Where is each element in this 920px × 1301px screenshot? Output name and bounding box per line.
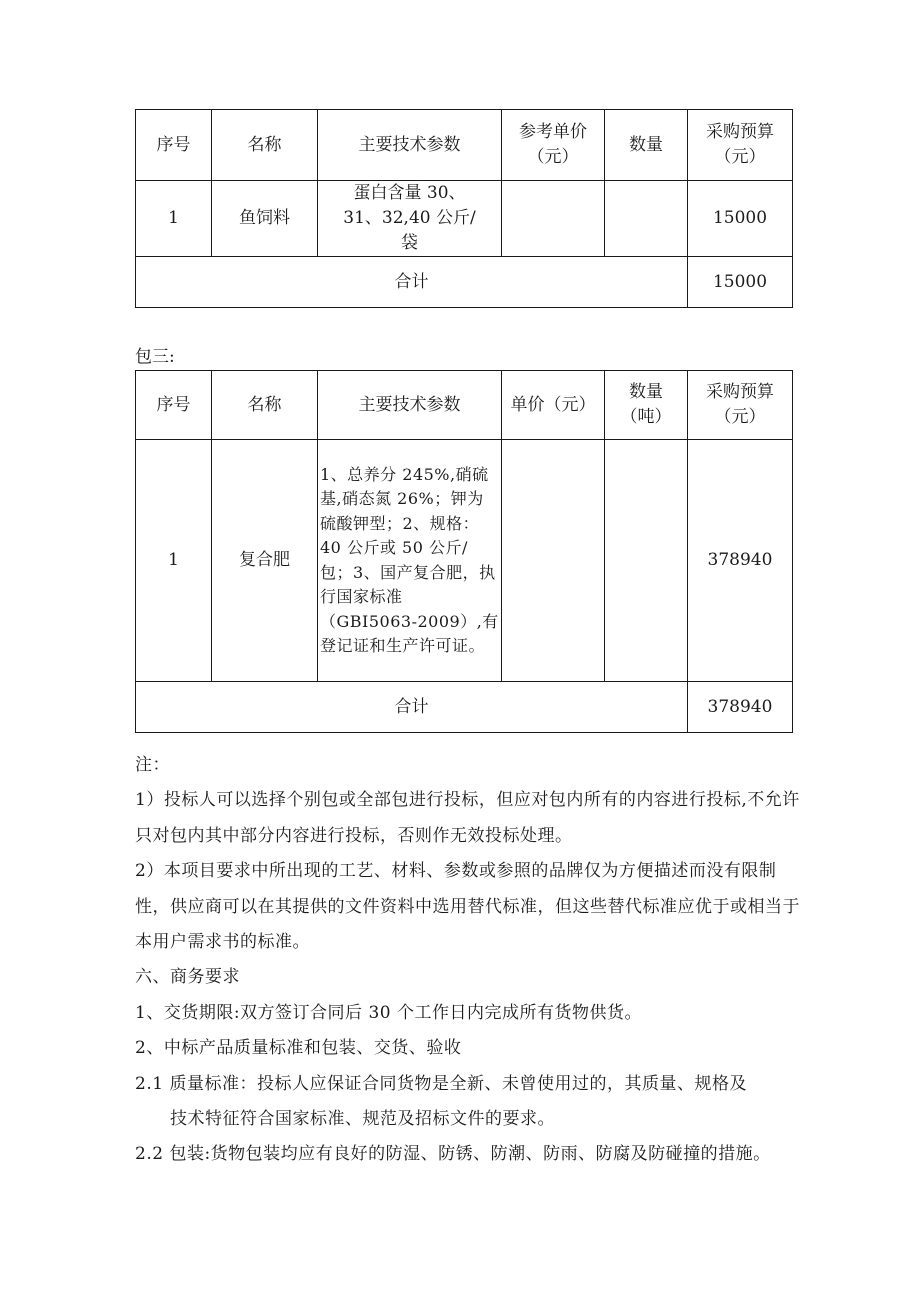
section-6-item-2: 2、中标产品质量标准和包装、交货、验收 — [135, 1038, 462, 1059]
header-name: 名称 — [212, 371, 318, 440]
cell-params: 蛋白含量 30、31、32,40 公斤/袋 — [318, 181, 502, 257]
cell-params: 1、总养分 245%,硝硫基,硝态氮 26%；钾为硫酸钾型；2、规格：40 公斤或 50 公斤/包；3、国产复合肥，执行国家标准（GBI5063-2009）,有登记证和生产许可证。 — [318, 440, 502, 682]
cell-qty — [605, 181, 688, 257]
cell-price — [502, 181, 605, 257]
notes-title: 注： — [135, 755, 170, 775]
total-value: 15000 — [688, 257, 793, 308]
table-total-row — [136, 257, 793, 308]
note-1: 1）投标人可以选择个别包或全部包进行投标，但应对包内所有的内容进行投标,不允许只对包内其中部分内容进行投标，否则作无效投标处理。 — [135, 790, 800, 846]
total-label: 合计 — [136, 257, 688, 308]
cell-budget: 378940 — [688, 440, 793, 682]
table-package-2 — [135, 109, 793, 308]
cell-no: 1 — [136, 181, 212, 257]
total-value: 378940 — [688, 682, 793, 733]
section-6-title: 六、商务要求 — [135, 967, 240, 988]
table-total-row — [136, 682, 793, 733]
table-row — [136, 440, 793, 682]
header-price: 单价（元） — [502, 371, 605, 440]
cell-name: 鱼饲料 — [212, 181, 318, 257]
table-row — [136, 181, 793, 257]
header-budget: 采购预算（元） — [688, 110, 793, 181]
header-params: 主要技术参数 — [318, 110, 502, 181]
header-qty: 数量（吨） — [605, 371, 688, 440]
section-6-item-2-1-cont: 技术特征符合国家标准、规范及招标文件的要求。 — [170, 1109, 555, 1130]
section-6-item-1: 1、交货期限:双方签订合同后 30 个工作日内完成所有货物供货。 — [135, 1002, 642, 1023]
section-6-item-2-1: 2.1 质量标准：投标人应保证合同货物是全新、未曾使用过的，其质量、规格及 — [135, 1073, 747, 1094]
cell-budget: 15000 — [688, 181, 793, 257]
package-3-label: 包三: — [135, 347, 175, 367]
section-6-item-2-2: 2.2 包装:货物包装均应有良好的防湿、防锈、防潮、防雨、防腐及防碰撞的措施。 — [135, 1144, 771, 1165]
cell-no: 1 — [136, 440, 212, 682]
header-qty: 数量 — [605, 110, 688, 181]
header-name: 名称 — [212, 110, 318, 181]
table-package-3 — [135, 370, 793, 733]
header-no: 序号 — [136, 371, 212, 440]
notes-section — [135, 748, 800, 1173]
header-budget: 采购预算（元） — [688, 371, 793, 440]
header-no: 序号 — [136, 110, 212, 181]
note-2: 2）本项目要求中所出现的工艺、材料、参数或参照的品牌仅为方便描述而没有限制性，供应商可以在其提供的文件资料中选用替代标准，但这些替代标准应优于或相当于本用户需求书的标准。 — [135, 861, 800, 953]
table-header-row — [136, 371, 793, 440]
cell-name: 复合肥 — [212, 440, 318, 682]
table-header-row — [136, 110, 793, 181]
total-label: 合计 — [136, 682, 688, 733]
header-params: 主要技术参数 — [318, 371, 502, 440]
cell-qty — [605, 440, 688, 682]
cell-price — [502, 440, 605, 682]
header-price: 参考单价（元） — [502, 110, 605, 181]
